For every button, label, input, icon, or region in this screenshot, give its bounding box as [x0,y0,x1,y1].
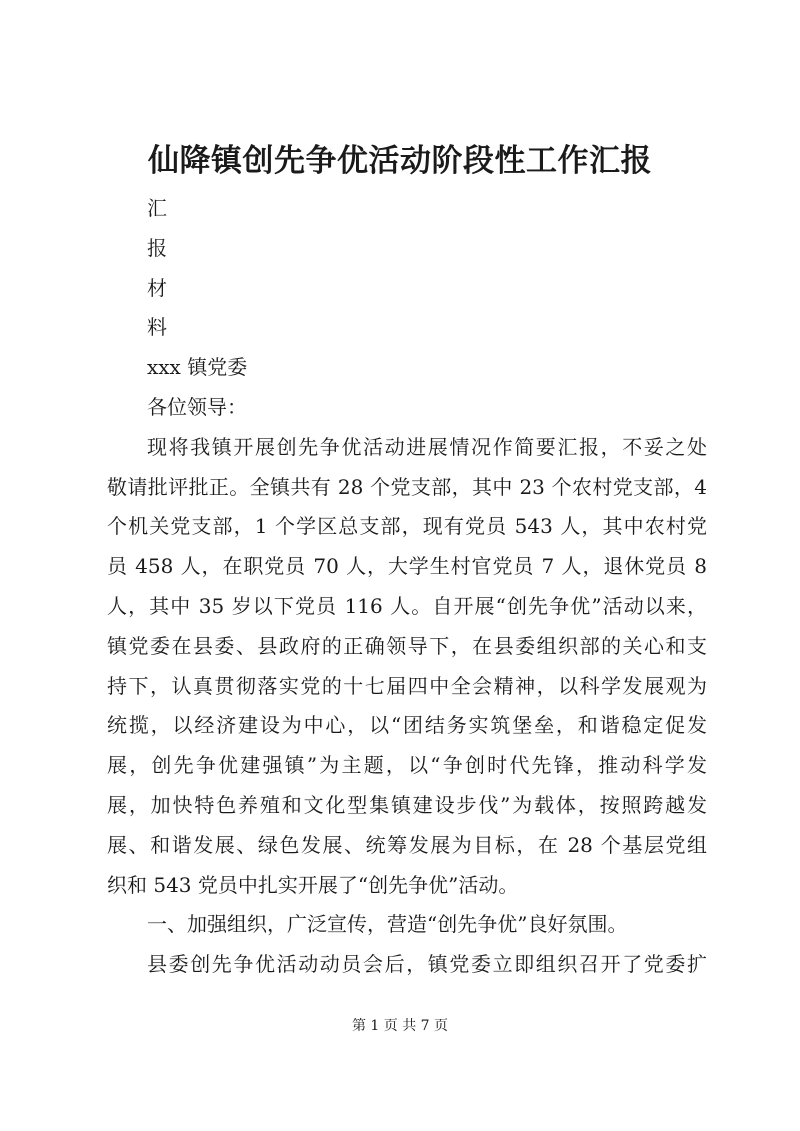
paragraph-line: 持下，认真贯彻落实党的十七届四中全会精神，以科学发展观为 [107,673,707,698]
document-title: 仙降镇创先争优活动阶段性工作汇报 [148,143,652,179]
paragraph-line: 展，创先争优建强镇”为主题，以“争创时代先锋，推动科学发 [107,753,707,778]
text-line: 报 [147,235,167,260]
paragraph-line: 展、和谐发展、绿色发展、统筹发展为目标，在 28 个基层党组 [107,832,707,857]
section-heading: 一、加强组织，广泛宣传，营造“创先争优”良好氛围。 [147,912,628,937]
paragraph-line: 展，加快特色养殖和文化型集镇建设步伐”为载体，按照跨越发 [107,792,707,817]
paragraph-line: 县委创先争优活动动员会后，镇党委立即组织召开了党委扩 [147,952,707,977]
text-line: 汇 [147,196,167,220]
text-line: xxx 镇党委 [147,355,248,380]
document-body [107,189,707,985]
paragraph-line: 个机关党支部，1 个学区总支部，现有党员 543 人，其中农村党 [107,514,707,539]
paragraph-line: 统揽，以经济建设为中心，以“团结务实筑堡垒，和谐稳定促发 [107,713,707,738]
paragraph-line: 员 458 人，在职党员 70 人，大学生村官党员 7 人，退休党员 8 [107,554,707,579]
page-footer: 第 1 页 共 7 页 [351,1018,449,1034]
paragraph-line: 敬请批评批正。全镇共有 28 个党支部，其中 23 个农村党支部，4 [107,474,707,499]
paragraph-line: 织和 543 党员中扎实开展了“创先争优”活动。 [107,872,519,897]
text-line: 料 [147,315,167,340]
text-line: 材 [147,275,167,300]
paragraph-line: 现将我镇开展创先争优活动进展情况作简要汇报，不妥之处 [147,434,707,459]
paragraph-line: 人，其中 35 岁以下党员 116 人。自开展“创先争优”活动以来， [107,593,707,618]
salutation: 各位领导： [147,394,247,419]
paragraph-line: 镇党委在县委、县政府的正确领导下，在县委组织部的关心和支 [107,633,707,658]
